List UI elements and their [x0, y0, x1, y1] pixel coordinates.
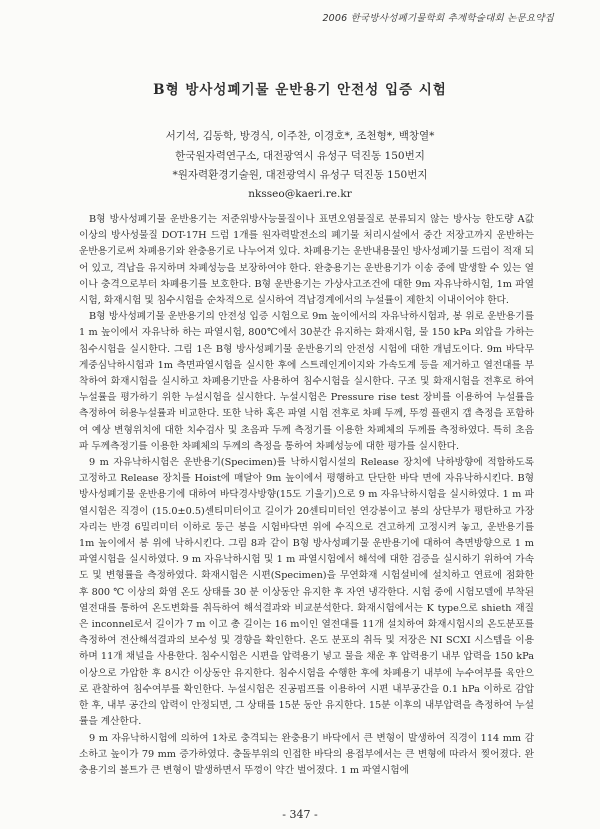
paragraph-test-overview: B형 방사성폐기물 운반용기의 안전성 입증 시험으로 9m 높이에서의 자유낙하시험과, 봉 위로 운반용기를 1 m 높이에서 자유낙하 하는 파열시험, 800℃에서 30분간 유지하는 화재시험, 물 150 kPa 외압을 가하는 침수시험을 실시한다. 그림 1은 B형 방사성폐기물 운반용기의 안전성 시험에 대한 개념도이다. 9m 바닥무게중심낙하시험과 1m 측면파열시험을 실시한 후에 스트레인게이지와 가속도계 등을 제거하고 열전대를 부착하여 화재시험을 실시하고 차폐용기만을 사용하여 침수시험을 실시한다. 구조 및 화재시험을 전후로 하여 누설률을 평가하기 위한 누설시험을 실시한다. 누설시험은 Pressure rise test 장비를 이용하여 누설률을 측정하여 허용누설률과 비교한다. 또한 낙하 혹은 파열 시험 전후로 차폐 두께, 뚜껑 플랜지 갭 측정을 포함하여 예상 변형위치에 대한 치수검사 및 초음파 두께 측정기를 이용한 차폐체의 두께를 측정하였다. 특히 초음파 두께측정기를 이용한 차폐체의 두께의 측정을 통하여 차폐성능에 대한 평가를 실시한다.: [79, 311, 534, 452]
paragraph-results: 9 m 자유낙하시험에 의하여 1차로 충격되는 완충용기 바닥에서 큰 변형이 발생하여 직경이 114 mm 감소하고 높이가 79 mm 증가하였다. 충돌부위의 인접한 바닥의 용접부에서는 큰 변형에 따라서 찢어졌다. 완충용기의 볼트가 큰 변형이 발생하면서 뚜껑이 약간 벌어졌다. 1 m 파열시험에: [79, 732, 534, 776]
page-number: - 347 -: [282, 808, 318, 821]
paper-title: B형 방사성폐기물 운반용기 안전성 입증 시험: [153, 82, 447, 98]
paragraph-intro: B형 방사성폐기물 운반용기는 저준위방사능물질이나 표면오염물질로 분류되지 않는 방사능 한도량 A값 이상의 방사성물질 DOT-17H 드럼 1개를 원자력발전소의 폐기물 처리시설에서 중간 저장고까지 운반하는 운반용기로써 차폐용기와 완충용기로 나누어져 있다. 차폐용기는 운반내용물인 방사성폐기물 드럼이 적재 되어 있고, 격납을 유지하며 차폐성능을 보장하여야 한다. 완충용기는 운반용기가 이송 중에 발생할 수 있는 열이나 충격으로부터 차폐용기를 보호한다. B형 운반용기는 가상사고조건에 대한 9m 자유낙하시험, 1m 파열시험, 화재시험 및 침수시험을 순차적으로 실시하여 격납경계에서의 누설률이 제한치 이내이어야 한다.: [79, 214, 534, 307]
affiliation-secondary: *원자력환경기술원, 대전광역시 유성구 덕진동 150번지: [172, 169, 428, 181]
abstract-body: [79, 212, 534, 779]
proceedings-header: 2006 한국방사성폐기물학회 추계학술대회 논문요약집: [322, 13, 554, 24]
contact-email: nksseo@kaeri.re.kr: [248, 188, 352, 200]
paragraph-test-methods: 9 m 자유낙하시험은 운반용기(Specimen)를 낙하시험시설의 Release 장치에 낙하방향에 적합하도록 고정하고 Release 장치를 Hoist에 매달아 9m 높이에서 평행하고 단단한 바닥 면에 자유낙하시킨다. B형 방사성폐기물 운반용기에 대하여 바닥경사방향(15도 기울기)으로 9 m 자유낙하시험을 실시하였다. 1 m 파열시험은 직경이 (15.0±0.5)센티미터이고 길이가 20센티미터인 연강봉이고 봉의 상단부가 평탄하고 가장자리는 반경 6밀리미터 이하로 둥근 봉을 시험바닥면 위에 수직으로 견고하게 고정시켜 놓고, 운반용기를 1m 높이에서 봉 위에 낙하시킨다. 그림 8과 같이 B형 방사성폐기물 운반용기에 대하여 측면방향으로 1 m 파열시험을 실시하였다. 9 m 자유낙하시험 및 1 m 파열시험에서 해석에 대한 검증을 실시하기 위하여 가속도 및 변형률을 측정하였다. 화재시험은 시편(Specimen)을 무연화재 시험설비에 설치하고 연료에 점화한 후 800 ℃ 이상의 화염 온도 상태를 30 분 이상동안 유지한 후 자연 냉각한다. 시험 중에 시험모델에 부착된 열전대를 통하여 온도변화를 취득하여 해석결과와 비교분석한다. 화재시험에서는 K type으로 shieth 재질은 inconnel로서 길이가 7 m 이고 총 길이는 16 m이인 열전대를 11개 설치하여 화재시험시의 온도분포를 측정하여 전산해석결과의 보수성 및 경향을 확인한다. 온도 분포의 취득 및 저장은 NI SCXI 시스템을 이용하며 11개 채널을 사용한다. 침수시험은 시편을 압력용기 넣고 물을 채운 후 압력용기 내부 압력을 150 kPa이상으로 가압한 후 8시간 이상동안 유지한다. 침수시험을 수행한 후에 차폐용기 내부에 누수여부를 육안으로 관찰하여 침수여부를 확인한다. 누설시험은 진공펌프를 이용하여 시편 내부공간을 0.1 hPa 이하로 감압한 후, 내부 공간의 압력이 안정되면, 그 상태를 15분 동안 유지한다. 15분 이후의 내부압력을 측정하여 누설률을 계산한다.: [79, 457, 534, 728]
affiliation-primary: 한국원자력연구소, 대전광역시 유성구 덕진동 150번지: [175, 150, 425, 162]
author-list: 서기석, 김동학, 방경식, 이주찬, 이경호*, 조천형*, 백창열*: [165, 130, 435, 142]
